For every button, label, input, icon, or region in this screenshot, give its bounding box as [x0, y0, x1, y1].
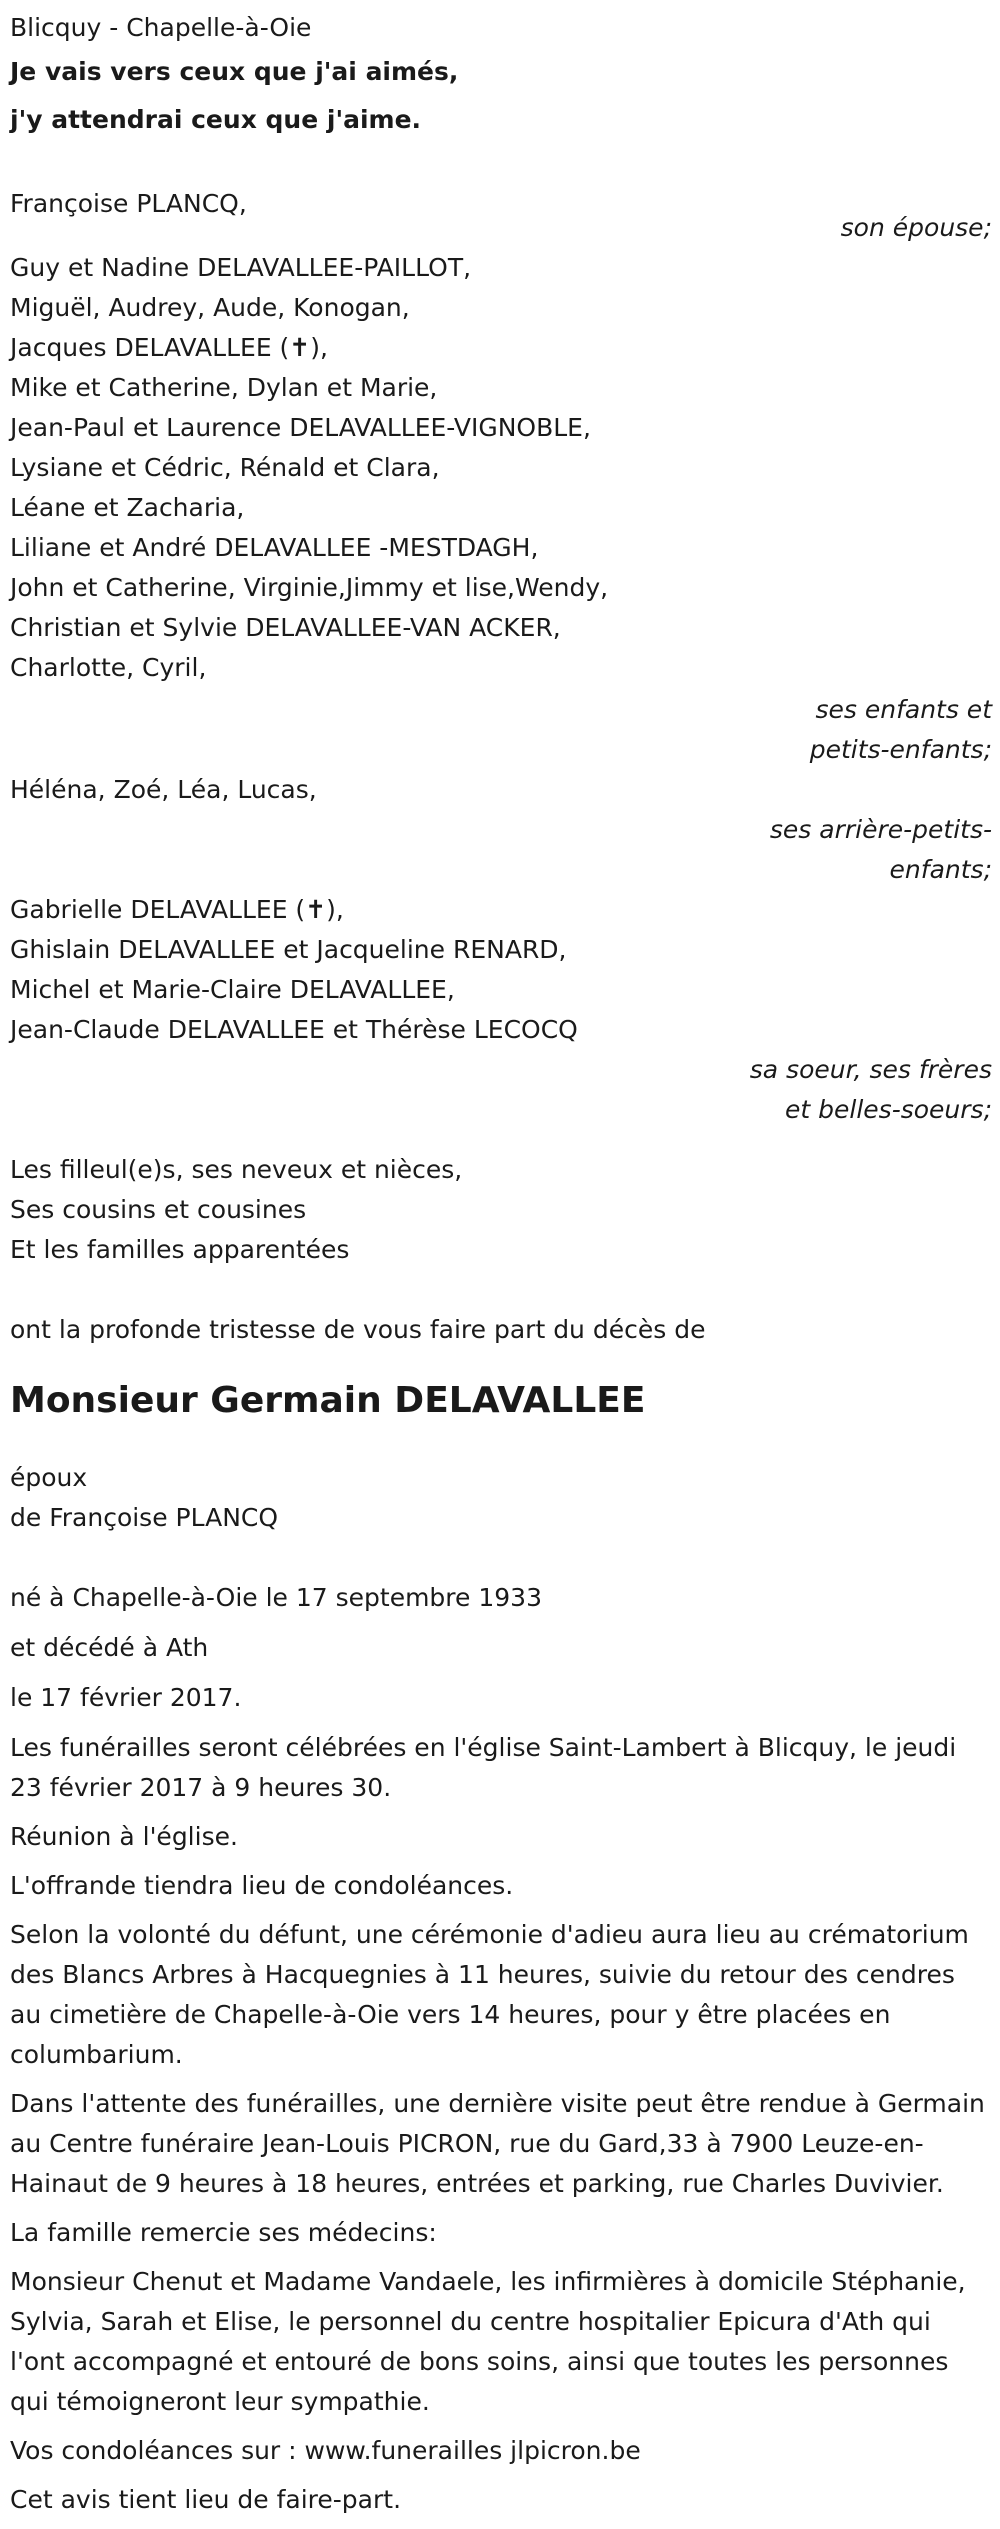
family-name-line: Miguël, Audrey, Aude, Konogan,: [10, 293, 410, 322]
family-name-line: John et Catherine, Virginie,Jimmy et lise,Wendy,: [10, 573, 609, 602]
family-name-line: Michel et Marie-Claire DELAVALLEE,: [10, 975, 455, 1004]
family-name-line: Ghislain DELAVALLEE et Jacqueline RENARD,: [10, 935, 567, 964]
family-group-children: [10, 248, 992, 770]
extended-family: [10, 1150, 992, 1270]
relation-label: enfants;: [889, 855, 992, 884]
relation-label: ses enfants et: [815, 695, 992, 724]
family-name-line: Jacques DELAVALLEE (✝),: [10, 333, 328, 362]
funeral-paragraph: Les funérailles seront célébrées en l'église Saint-Lambert à Blicquy, le jeudi 23 février 2017 à 9 heures 30.: [10, 1733, 957, 1802]
family-group-siblings: [10, 890, 992, 1130]
gathering-paragraph: Réunion à l'église.: [10, 1822, 238, 1851]
family-group-spouse: [10, 184, 992, 248]
obituary-document: [10, 8, 992, 2529]
thanks-paragraph: Monsieur Chenut et Madame Vandaele, les infirmières à domicile Stéphanie, Sylvia, Sarah et Elise, le personnel du centre hospitalier Epicura d'Ath qui l'ont accompagné et entouré de bons soins, ainsi que toutes les personnes qui témoigneront leur sympathie.: [10, 2267, 966, 2416]
ceremony-paragraph: Selon la volonté du défunt, une cérémonie d'adieu aura lieu au crématorium des Blancs Arbres à Hacquegnies à 11 heures, suivie du retour des cendres au cimetière de Chapelle-à-Oie vers 14 heures, pour y être placées en columbarium.: [10, 1920, 969, 2069]
family-name-line: Liliane et André DELAVALLEE -MESTDAGH,: [10, 533, 539, 562]
closing-note: Cet avis tient lieu de faire-part.: [10, 2485, 402, 2514]
extended-family-line: Les filleul(e)s, ses neveux et nièces,: [10, 1155, 463, 1184]
location-header: Blicquy - Chapelle-à-Oie: [10, 13, 312, 42]
quote-line-1: Je vais vers ceux que j'ai aimés,: [10, 57, 459, 86]
family-name-line: Gabrielle DELAVALLEE (✝),: [10, 895, 344, 924]
relation-label: sa soeur, ses frères: [749, 1055, 992, 1084]
extended-family-line: Ses cousins et cousines: [10, 1195, 307, 1224]
family-name-line: Christian et Sylvie DELAVALLEE-VAN ACKER,: [10, 613, 561, 642]
relation-label: petits-enfants;: [809, 735, 992, 764]
family-group-great-grandchildren: [10, 770, 992, 890]
condolences-link[interactable]: Vos condoléances sur : www.funerailles jlpicron.be: [10, 2436, 641, 2465]
family-name-line: Charlotte, Cyril,: [10, 653, 207, 682]
death-date: le 17 février 2017.: [10, 1683, 242, 1712]
visit-paragraph: Dans l'attente des funérailles, une dernière visite peut être rendue à Germain au Centre funéraire Jean-Louis PICRON, rue du Gard,33 à 7900 Leuze-en-Hainaut de 9 heures à 18 heures, entrées et parking, rue Charles Duvivier.: [10, 2089, 985, 2198]
family-name-line: Françoise PLANCQ,: [10, 189, 247, 218]
offering-paragraph: L'offrande tiendra lieu de condoléances.: [10, 1871, 514, 1900]
announcement-text: ont la profonde tristesse de vous faire part du décès de: [10, 1315, 706, 1344]
details-paragraphs: [10, 1728, 992, 2520]
spouse-label: époux: [10, 1463, 88, 1492]
extended-family-line: Et les familles apparentées: [10, 1235, 350, 1264]
relation-label: son épouse;: [840, 213, 992, 242]
spouse-name: de Françoise PLANCQ: [10, 1503, 279, 1532]
quote-line-2: j'y attendrai ceux que j'aime.: [10, 105, 422, 134]
family-name-line: Guy et Nadine DELAVALLEE-PAILLOT,: [10, 253, 472, 282]
relation-label: ses arrière-petits-: [769, 815, 992, 844]
birth-info: né à Chapelle-à-Oie le 17 septembre 1933: [10, 1583, 542, 1612]
death-place: et décédé à Ath: [10, 1633, 209, 1662]
thanks-heading: La famille remercie ses médecins:: [10, 2218, 437, 2247]
family-name-line: Lysiane et Cédric, Rénald et Clara,: [10, 453, 440, 482]
family-name-line: Mike et Catherine, Dylan et Marie,: [10, 373, 438, 402]
family-name-line: Héléna, Zoé, Léa, Lucas,: [10, 775, 317, 804]
family-name-line: Jean-Claude DELAVALLEE et Thérèse LECOCQ: [10, 1015, 578, 1044]
relation-label: et belles-soeurs;: [785, 1095, 992, 1124]
family-name-line: Léane et Zacharia,: [10, 493, 245, 522]
family-name-line: Jean-Paul et Laurence DELAVALLEE-VIGNOBLE,: [10, 413, 591, 442]
deceased-name: Monsieur Germain DELAVALLEE: [10, 1380, 646, 1421]
